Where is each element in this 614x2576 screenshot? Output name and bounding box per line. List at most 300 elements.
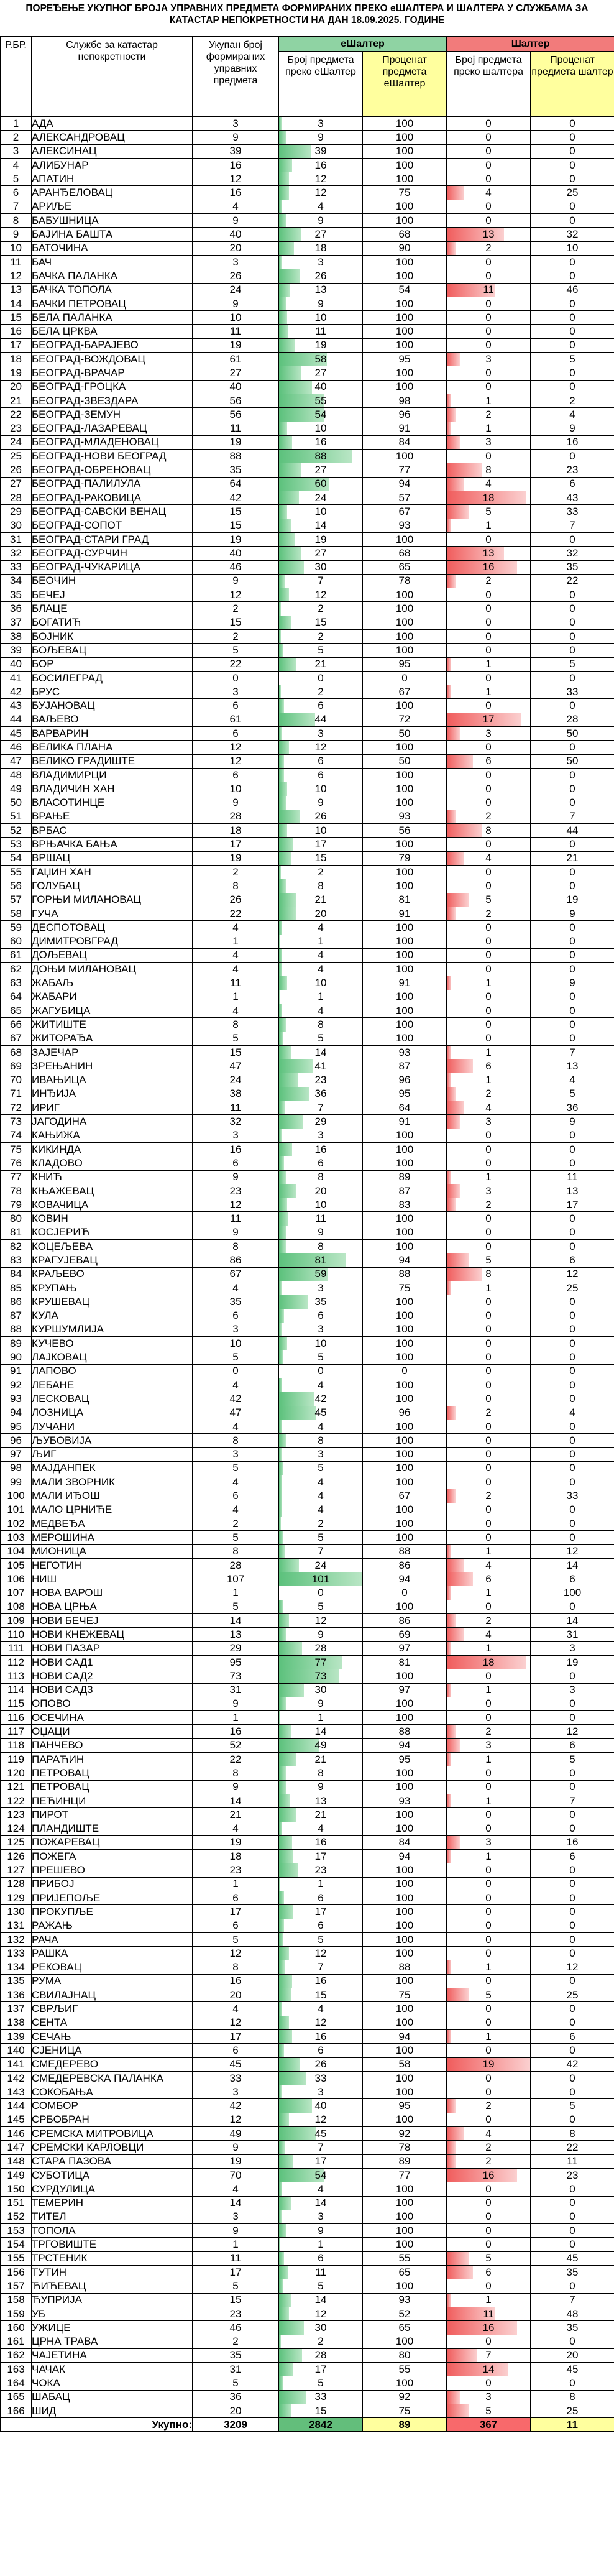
e-pct: 50 [363,727,447,741]
row-number: 78 [1,1184,32,1198]
s-count-value: 1 [485,1587,492,1599]
table-row [1,1794,614,1807]
s-pct: 0 [531,1822,614,1835]
office-name: ЛОЗНИЦА [32,1406,193,1420]
e-count-bar [279,1863,298,1877]
total-count: 70 [193,2168,279,2182]
e-count-bar [279,1171,286,1184]
table-row [1,1212,614,1226]
e-count [279,588,363,602]
e-count [279,255,363,269]
s-pct: 0 [531,1932,614,1946]
e-count-bar [279,1739,319,1752]
e-count-bar [279,2016,289,2029]
table-row [1,269,614,283]
e-count [279,1725,363,1738]
e-count-value: 6 [318,699,324,712]
total-count: 17 [193,2266,279,2279]
s-count [447,976,531,990]
table-row [1,435,614,449]
e-pct: 72 [363,713,447,726]
e-pct: 69 [363,1628,447,1641]
e-count-value: 17 [314,2155,327,2167]
s-count-value: 0 [485,2003,492,2015]
office-name: НОВА ЦРЊА [32,1600,193,1613]
e-count-bar [279,159,292,172]
e-pct: 92 [363,2390,447,2404]
e-count-value: 6 [318,769,324,781]
s-count-value: 0 [485,269,492,282]
total-count: 3 [193,1129,279,1142]
table-row [1,1572,614,1586]
office-name: БОЈНИК [32,629,193,643]
e-pct: 67 [363,1489,447,1503]
s-count [447,1738,531,1752]
total-count: 5 [193,1932,279,1946]
table-row [1,1683,614,1697]
s-pct: 0 [531,1447,614,1461]
e-count [279,1572,363,1586]
row-number: 89 [1,1337,32,1350]
s-count [447,1531,531,1544]
e-count-value: 73 [314,1669,327,1682]
s-count-bar [447,1684,451,1697]
e-count-bar [279,1781,286,1794]
e-count-bar [279,644,283,657]
total-count: 19 [193,435,279,449]
table-row [1,172,614,186]
office-name: АЛЕКСАНДРОВАЦ [32,131,193,144]
e-count [279,1711,363,1725]
e-pct: 100 [363,2279,447,2293]
table-row [1,629,614,643]
office-name: ГАЏИН ХАН [32,866,193,879]
office-name: ШИД [32,2404,193,2417]
s-count-value: 1 [485,1046,492,1058]
e-count-value: 27 [314,228,327,241]
office-name: ШАБАЦ [32,2390,193,2404]
s-count-value: 0 [485,1600,492,1613]
total-count: 15 [193,1045,279,1059]
e-count-value: 3 [318,2210,324,2223]
s-count-value: 14 [482,2363,495,2375]
e-pct: 100 [363,2196,447,2210]
table-row [1,1905,614,1919]
e-pct: 100 [363,450,447,463]
office-name: КРАЉЕВО [32,1267,193,1281]
e-count [279,186,363,200]
row-number: 111 [1,1641,32,1655]
total-count: 3 [193,1323,279,1336]
table-row [1,1850,614,1863]
total-count: 86 [193,1253,279,1267]
total-count: 23 [193,1184,279,1198]
e-count-bar [279,1143,292,1156]
total-e-pct: 89 [363,2418,447,2432]
total-count: 26 [193,269,279,283]
e-pct: 55 [363,2251,447,2265]
office-name: ТРСТЕНИК [32,2251,193,2265]
e-count [279,2363,363,2376]
s-pct: 0 [531,1323,614,1336]
e-pct: 65 [363,560,447,574]
e-count [279,2335,363,2348]
e-count-bar [279,325,288,338]
s-count-value: 1 [485,2294,492,2306]
office-name: БЕОГРАД-ПАЛИЛУЛА [32,477,193,491]
e-count-value: 30 [314,2321,327,2334]
s-pct: 0 [531,1974,614,1988]
s-pct: 0 [531,935,614,948]
e-count-value: 3 [318,727,324,739]
e-count [279,491,363,505]
total-count: 9 [193,1170,279,1184]
s-count-value: 0 [485,1864,492,1877]
row-number: 153 [1,2224,32,2238]
s-pct: 0 [531,1517,614,1530]
e-pct: 52 [363,2307,447,2320]
s-count [447,1087,531,1101]
s-count [447,1947,531,1960]
e-count-value: 12 [314,1614,327,1627]
e-count [279,2266,363,2279]
e-count-bar [279,269,300,282]
s-count-value: 0 [485,1669,492,1682]
s-count-value: 4 [485,187,492,199]
e-count-value: 2 [318,602,324,615]
row-number: 27 [1,477,32,491]
total-count: 17 [193,1905,279,1919]
office-name: МАЛО ЦРНИЋЕ [32,1503,193,1517]
s-count-value: 3 [485,2391,492,2403]
e-pct: 100 [363,1697,447,1710]
e-count-bar [279,1836,292,1849]
s-count [447,2390,531,2404]
table-row [1,422,614,435]
e-pct: 0 [363,1364,447,1378]
office-name: БРУС [32,685,193,699]
e-pct: 100 [363,629,447,643]
e-count-value: 39 [314,145,327,157]
table-row [1,1641,614,1655]
total-count: 42 [193,491,279,505]
e-pct: 100 [363,158,447,172]
s-count-bar [447,2141,456,2154]
s-count-value: 2 [485,575,492,587]
s-count-value: 0 [485,2072,492,2084]
s-count [447,1101,531,1115]
e-count-bar [279,1073,298,1086]
office-name: НОВИ КНЕЖЕВАЦ [32,1628,193,1641]
s-count [447,1794,531,1807]
e-pct: 65 [363,2321,447,2335]
e-count-value: 30 [314,1684,327,1696]
table-row [1,866,614,879]
e-count-value: 6 [318,2044,324,2056]
e-count [279,2168,363,2182]
table-row [1,616,614,629]
e-count-value: 16 [314,1975,327,1987]
e-count-bar [279,852,291,865]
e-pct: 93 [363,810,447,823]
total-count: 1 [193,990,279,1004]
table-row [1,1628,614,1641]
row-number: 5 [1,172,32,186]
s-count-value: 0 [485,866,492,878]
total-label: Укупно: [1,2418,193,2432]
total-count: 8 [193,1434,279,1447]
table-row [1,935,614,948]
s-pct: 0 [531,616,614,629]
s-count-bar [447,436,460,449]
row-number: 68 [1,1045,32,1059]
e-count [279,241,363,255]
office-name: ВАРВАРИН [32,727,193,741]
row-number: 25 [1,450,32,463]
office-name: УБ [32,2307,193,2320]
total-count: 14 [193,1794,279,1807]
e-pct: 87 [363,1059,447,1073]
table-row [1,325,614,338]
row-number: 12 [1,269,32,283]
e-pct: 94 [363,477,447,491]
e-pct: 100 [363,1392,447,1406]
e-count [279,1032,363,1045]
e-pct: 100 [363,1669,447,1683]
s-count [447,1059,531,1073]
s-count-bar [447,1572,473,1586]
e-count-bar [279,796,286,810]
s-count [447,866,531,879]
row-number: 67 [1,1032,32,1045]
total-count: 31 [193,2363,279,2376]
e-count-bar [279,339,295,352]
s-pct: 22 [531,574,614,588]
s-count-value: 0 [485,1711,492,1724]
office-name: ДОЉЕВАЦ [32,948,193,962]
row-number: 157 [1,2279,32,2293]
s-count-value: 7 [485,2349,492,2361]
office-name: БЕОГРАД-ГРОЦКА [32,380,193,394]
e-count-bar [279,1462,283,1475]
office-name: РАЧА [32,1932,193,1946]
s-count-bar [447,242,456,255]
e-count [279,1738,363,1752]
row-number: 2 [1,131,32,144]
e-pct: 100 [363,366,447,380]
s-count-value: 4 [485,1559,492,1571]
total-count: 12 [193,1198,279,1212]
e-pct: 96 [363,408,447,422]
s-count-bar [447,658,451,671]
total-count: 22 [193,657,279,671]
row-number: 145 [1,2113,32,2126]
s-pct: 0 [531,588,614,602]
s-pct: 0 [531,644,614,657]
s-count-value: 0 [485,782,492,795]
s-count-value: 0 [485,1475,492,1488]
row-number: 127 [1,1863,32,1877]
e-count-value: 4 [318,1490,324,1502]
e-count [279,866,363,879]
s-count-value: 0 [485,1947,492,1959]
e-count [279,1142,363,1156]
s-pct: 0 [531,2376,614,2390]
office-name: БУЈАНОВАЦ [32,699,193,713]
s-count [447,1475,531,1489]
s-count [447,1628,531,1641]
office-name: ЗАЈЕЧАР [32,1045,193,1059]
total-count: 19 [193,532,279,546]
e-pct: 79 [363,851,447,865]
table-row [1,1558,614,1572]
s-count [447,1835,531,1849]
table-row [1,214,614,228]
total-sum: 3209 [193,2418,279,2432]
s-count-bar [447,1198,456,1211]
total-count: 3 [193,255,279,269]
e-count-bar [279,2099,312,2112]
table-row [1,1115,614,1129]
office-name: АРАНЂЕЛОВАЦ [32,186,193,200]
table-row [1,1614,614,1628]
s-count-bar [447,1642,451,1655]
total-count: 15 [193,2293,279,2307]
s-count [447,2251,531,2265]
row-number: 73 [1,1115,32,1129]
total-count: 12 [193,1947,279,1960]
e-count-value: 11 [315,325,326,338]
total-count: 9 [193,214,279,228]
s-count-bar [447,2349,477,2362]
table-row [1,1295,614,1309]
e-pct: 100 [363,1974,447,1988]
e-count-value: 14 [314,519,327,532]
s-count-value: 0 [485,1975,492,1987]
office-name: СЕЧАЊ [32,2029,193,2043]
s-count-value: 0 [485,1919,492,1932]
e-count-value: 3 [318,1281,324,1294]
header-s-pct: Проценат предмета шалтер [531,52,614,117]
e-count-value: 5 [318,1600,324,1613]
e-count [279,200,363,213]
s-count [447,990,531,1004]
e-count-bar [279,1129,282,1142]
s-count [447,1115,531,1129]
e-count-bar [279,1614,289,1627]
s-pct: 48 [531,2307,614,2320]
s-count-value: 0 [485,1240,492,1252]
row-number: 144 [1,2099,32,2113]
s-pct: 5 [531,2099,614,2113]
e-count-value: 9 [318,131,324,143]
e-count-bar [279,2072,306,2085]
total-count: 52 [193,1738,279,1752]
row-number: 101 [1,1503,32,1517]
e-pct: 100 [363,1863,447,1877]
s-count-value: 8 [485,464,492,476]
s-count-value: 0 [485,630,492,642]
row-number: 30 [1,519,32,532]
s-count [447,117,531,131]
e-count [279,117,363,131]
row-number: 42 [1,685,32,699]
s-count [447,1544,531,1558]
row-number: 9 [1,228,32,241]
s-count [447,408,531,422]
total-count: 20 [193,241,279,255]
s-count-value: 0 [485,297,492,310]
total-count: 15 [193,505,279,519]
office-name: КОСЈЕРИЋ [32,1226,193,1239]
table-row [1,532,614,546]
e-count-bar [279,893,296,907]
row-number: 61 [1,948,32,962]
header-total: Укупан број формираних управних предмета [193,37,279,117]
e-count-bar [279,2224,286,2237]
e-count-value: 4 [318,963,324,975]
e-count-value: 1 [318,990,324,1003]
s-pct: 4 [531,1406,614,1420]
table-row [1,547,614,560]
row-number: 131 [1,1919,32,1932]
s-count [447,255,531,269]
office-name: КОВИН [32,1212,193,1226]
s-count-bar [447,2266,473,2279]
e-count-value: 21 [314,658,327,670]
e-pct: 100 [363,2238,447,2251]
total-count: 11 [193,325,279,338]
e-pct: 100 [363,990,447,1004]
e-count [279,1045,363,1059]
s-count [447,2182,531,2196]
s-pct: 21 [531,851,614,865]
s-pct: 0 [531,1877,614,1891]
total-count: 46 [193,2321,279,2335]
row-number: 53 [1,838,32,851]
e-count [279,1753,363,1766]
s-count-bar [447,2155,456,2168]
total-count: 17 [193,838,279,851]
table-row [1,1863,614,1877]
s-count-value: 0 [485,339,492,351]
e-count-value: 27 [314,366,327,379]
s-count-value: 2 [485,1198,492,1211]
e-count-value: 26 [314,2058,327,2070]
e-pct: 93 [363,1045,447,1059]
s-pct: 0 [531,1503,614,1517]
total-count: 8 [193,1240,279,1253]
total-count: 15 [193,616,279,629]
total-count: 19 [193,851,279,865]
s-pct: 0 [531,144,614,158]
row-number: 72 [1,1101,32,1115]
e-count-value: 2 [318,630,324,642]
s-count-value: 4 [485,1101,492,1114]
office-name: БЕОГРАД-ЗВЕЗДАРА [32,394,193,407]
total-count: 67 [193,1267,279,1281]
total-count: 0 [193,671,279,685]
s-count [447,782,531,796]
e-count [279,214,363,228]
e-count-bar [279,1295,308,1308]
s-pct: 32 [531,228,614,241]
s-count-value: 2 [485,242,492,254]
e-pct: 94 [363,2029,447,2043]
s-pct: 8 [531,2127,614,2141]
office-name: ЛУЧАНИ [32,1420,193,1433]
e-count-bar [279,1891,284,1904]
